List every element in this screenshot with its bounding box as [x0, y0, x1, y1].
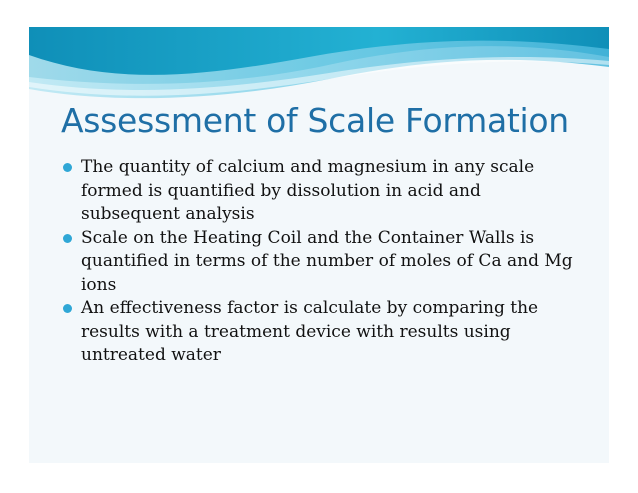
bullet-item [63, 297, 583, 368]
bullet-dot-icon [63, 234, 72, 243]
bullet-text: The quantity of calcium and magnesium in any scale formed is quantified by dissolution in acid and subsequent analysis [81, 157, 535, 224]
bullet-text: An effectiveness factor is calculate by comparing the results with a treatment device with results using untreated water [81, 298, 539, 365]
header-wave-decoration [29, 27, 609, 107]
slide [29, 27, 609, 463]
bullet-item [63, 156, 583, 227]
bullet-list [63, 156, 583, 368]
slide-title: Assessment of Scale Formation [61, 101, 569, 140]
bullet-dot-icon [63, 304, 72, 313]
bullet-dot-icon [63, 163, 72, 172]
bullet-text: Scale on the Heating Coil and the Container Walls is quantified in terms of the number of moles of Ca and Mg ions [81, 227, 573, 295]
bullet-item [63, 227, 583, 298]
